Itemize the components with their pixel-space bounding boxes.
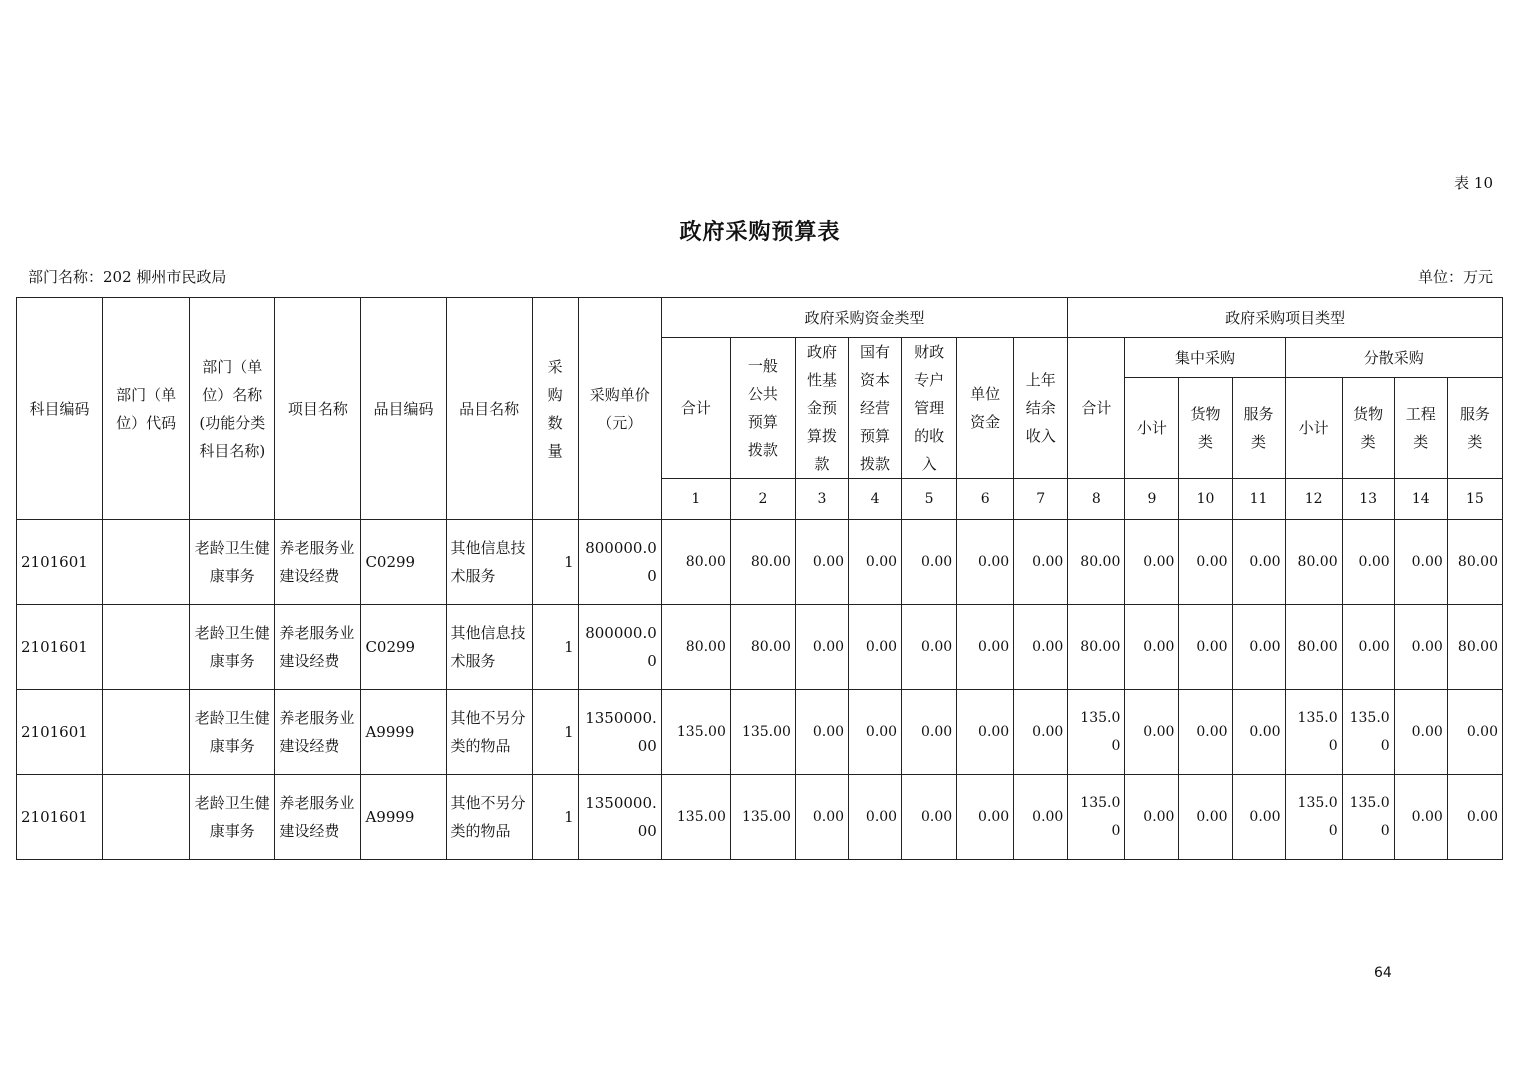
cell-value: 0.00 [1125, 775, 1179, 860]
cell-project-name: 养老服务业建设经费 [275, 775, 361, 860]
cell-value: 80.00 [1447, 520, 1502, 605]
cell-value: 0.00 [1394, 605, 1447, 690]
cell-value: 0.00 [849, 775, 902, 860]
cell-value: 0.00 [902, 690, 957, 775]
column-number: 6 [957, 479, 1014, 520]
cell-unit-price: 800000.00 [578, 605, 661, 690]
cell-value: 0.00 [1179, 690, 1232, 775]
cell-value: 135.00 [661, 690, 730, 775]
header-item-code: 品目编码 [361, 298, 446, 520]
header-fiscal-special-account: 财政专户管理的收入 [902, 338, 957, 479]
column-number: 10 [1179, 479, 1232, 520]
cell-value: 0.00 [849, 605, 902, 690]
cell-value: 80.00 [730, 520, 795, 605]
cell-value: 135.00 [1068, 690, 1125, 775]
column-number: 7 [1014, 479, 1068, 520]
cell-value: 0.00 [1125, 605, 1179, 690]
table-row [17, 605, 1503, 690]
cell-subject-code: 2101601 [17, 605, 103, 690]
cell-value: 0.00 [1394, 775, 1447, 860]
header-decentralized: 分散采购 [1285, 338, 1502, 378]
cell-value: 0.00 [1232, 690, 1285, 775]
header-quantity: 采购数量 [532, 298, 578, 520]
cell-quantity: 1 [532, 520, 578, 605]
cell-value: 0.00 [1179, 775, 1232, 860]
cell-value: 135.00 [730, 690, 795, 775]
cell-item-code: C0299 [361, 605, 446, 690]
cell-unit-price: 800000.00 [578, 520, 661, 605]
cell-value: 80.00 [661, 605, 730, 690]
cell-value: 0.00 [902, 520, 957, 605]
column-number: 4 [849, 479, 902, 520]
cell-value: 0.00 [849, 520, 902, 605]
column-number: 5 [902, 479, 957, 520]
column-number: 15 [1447, 479, 1502, 520]
cell-value: 80.00 [1285, 605, 1342, 690]
cell-value: 135.00 [1285, 775, 1342, 860]
header-unit-funds: 单位资金 [957, 338, 1014, 479]
cell-value: 0.00 [795, 605, 848, 690]
header-c-subtotal: 小计 [1125, 378, 1179, 479]
header-fund-total: 合计 [661, 338, 730, 479]
table-row [17, 520, 1503, 605]
cell-item-name: 其他不另分类的物品 [446, 775, 532, 860]
cell-item-code: A9999 [361, 775, 446, 860]
cell-value: 0.00 [795, 520, 848, 605]
header-fund-type-group: 政府采购资金类型 [661, 298, 1068, 338]
cell-value: 80.00 [661, 520, 730, 605]
cell-value: 135.00 [1068, 775, 1125, 860]
cell-value: 135.00 [1342, 690, 1394, 775]
column-number: 12 [1285, 479, 1342, 520]
cell-unit-price: 1350000.00 [578, 775, 661, 860]
header-subject-code: 科目编码 [17, 298, 103, 520]
header-centralized: 集中采购 [1125, 338, 1285, 378]
table-number: 表 10 [1454, 174, 1493, 192]
header-project-type-group: 政府采购项目类型 [1068, 298, 1503, 338]
cell-value: 0.00 [1394, 520, 1447, 605]
column-number: 11 [1232, 479, 1285, 520]
header-d-works: 工程类 [1394, 378, 1447, 479]
cell-value: 80.00 [1068, 605, 1125, 690]
header-dept-name: 部门（单位）名称(功能分类科目名称) [190, 298, 275, 520]
cell-value: 0.00 [1447, 775, 1502, 860]
cell-dept-code [103, 775, 190, 860]
cell-subject-code: 2101601 [17, 520, 103, 605]
cell-value: 0.00 [957, 690, 1014, 775]
column-number: 9 [1125, 479, 1179, 520]
cell-project-name: 养老服务业建设经费 [275, 605, 361, 690]
cell-dept-name: 老龄卫生健康事务 [190, 605, 275, 690]
cell-dept-code [103, 690, 190, 775]
cell-value: 135.00 [1285, 690, 1342, 775]
cell-item-code: A9999 [361, 690, 446, 775]
header-dept-code: 部门（单位）代码 [103, 298, 190, 520]
cell-value: 0.00 [1125, 690, 1179, 775]
cell-value: 80.00 [1068, 520, 1125, 605]
cell-value: 0.00 [957, 605, 1014, 690]
cell-quantity: 1 [532, 690, 578, 775]
cell-value: 80.00 [1285, 520, 1342, 605]
cell-value: 0.00 [1342, 605, 1394, 690]
column-number: 13 [1342, 479, 1394, 520]
cell-value: 0.00 [902, 775, 957, 860]
cell-project-name: 养老服务业建设经费 [275, 690, 361, 775]
column-number: 2 [730, 479, 795, 520]
table-row [17, 775, 1503, 860]
cell-value: 135.00 [661, 775, 730, 860]
cell-value: 0.00 [1232, 775, 1285, 860]
cell-value: 0.00 [957, 775, 1014, 860]
department-name: 部门名称：202 柳州市民政局 [28, 268, 227, 286]
header-c-goods: 货物类 [1179, 378, 1232, 479]
column-number: 1 [661, 479, 730, 520]
cell-value: 80.00 [1447, 605, 1502, 690]
cell-value: 0.00 [1179, 520, 1232, 605]
column-number: 3 [795, 479, 848, 520]
cell-subject-code: 2101601 [17, 690, 103, 775]
cell-value: 80.00 [730, 605, 795, 690]
table-row [17, 690, 1503, 775]
header-project-name: 项目名称 [275, 298, 361, 520]
header-unit-price: 采购单价（元） [578, 298, 661, 520]
cell-value: 0.00 [1125, 520, 1179, 605]
cell-dept-name: 老龄卫生健康事务 [190, 690, 275, 775]
cell-value: 0.00 [795, 775, 848, 860]
cell-value: 0.00 [1014, 605, 1068, 690]
header-item-name: 品目名称 [446, 298, 532, 520]
cell-dept-code [103, 605, 190, 690]
header-c-services: 服务类 [1232, 378, 1285, 479]
cell-value: 0.00 [957, 520, 1014, 605]
cell-item-code: C0299 [361, 520, 446, 605]
cell-value: 0.00 [1014, 690, 1068, 775]
cell-subject-code: 2101601 [17, 775, 103, 860]
column-number: 8 [1068, 479, 1125, 520]
cell-value: 0.00 [902, 605, 957, 690]
unit-label: 单位：万元 [1417, 268, 1493, 286]
cell-value: 0.00 [1447, 690, 1502, 775]
cell-value: 0.00 [1394, 690, 1447, 775]
header-d-subtotal: 小计 [1285, 378, 1342, 479]
cell-unit-price: 1350000.00 [578, 690, 661, 775]
cell-quantity: 1 [532, 605, 578, 690]
header-gov-fund-budget: 政府性基金预算拨款 [795, 338, 848, 479]
cell-quantity: 1 [532, 775, 578, 860]
cell-value: 0.00 [849, 690, 902, 775]
cell-dept-code [103, 520, 190, 605]
column-number: 14 [1394, 479, 1447, 520]
cell-dept-name: 老龄卫生健康事务 [190, 775, 275, 860]
header-project-total: 合计 [1068, 338, 1125, 479]
cell-item-name: 其他不另分类的物品 [446, 690, 532, 775]
procurement-budget-table [16, 297, 1503, 860]
header-general-budget: 一般公共预算拨款 [730, 338, 795, 479]
header-state-capital-budget: 国有资本经营预算拨款 [849, 338, 902, 479]
cell-item-name: 其他信息技术服务 [446, 520, 532, 605]
page-title: 政府采购预算表 [679, 219, 841, 245]
page-number: 64 [1374, 965, 1392, 981]
header-d-goods: 货物类 [1342, 378, 1394, 479]
cell-value: 0.00 [795, 690, 848, 775]
cell-item-name: 其他信息技术服务 [446, 605, 532, 690]
header-prior-year-balance: 上年结余收入 [1014, 338, 1068, 479]
cell-value: 0.00 [1014, 775, 1068, 860]
cell-value: 0.00 [1014, 520, 1068, 605]
cell-value: 0.00 [1342, 520, 1394, 605]
header-d-services: 服务类 [1447, 378, 1502, 479]
cell-project-name: 养老服务业建设经费 [275, 520, 361, 605]
cell-value: 135.00 [730, 775, 795, 860]
cell-value: 0.00 [1232, 520, 1285, 605]
cell-value: 0.00 [1232, 605, 1285, 690]
cell-dept-name: 老龄卫生健康事务 [190, 520, 275, 605]
cell-value: 0.00 [1179, 605, 1232, 690]
cell-value: 135.00 [1342, 775, 1394, 860]
